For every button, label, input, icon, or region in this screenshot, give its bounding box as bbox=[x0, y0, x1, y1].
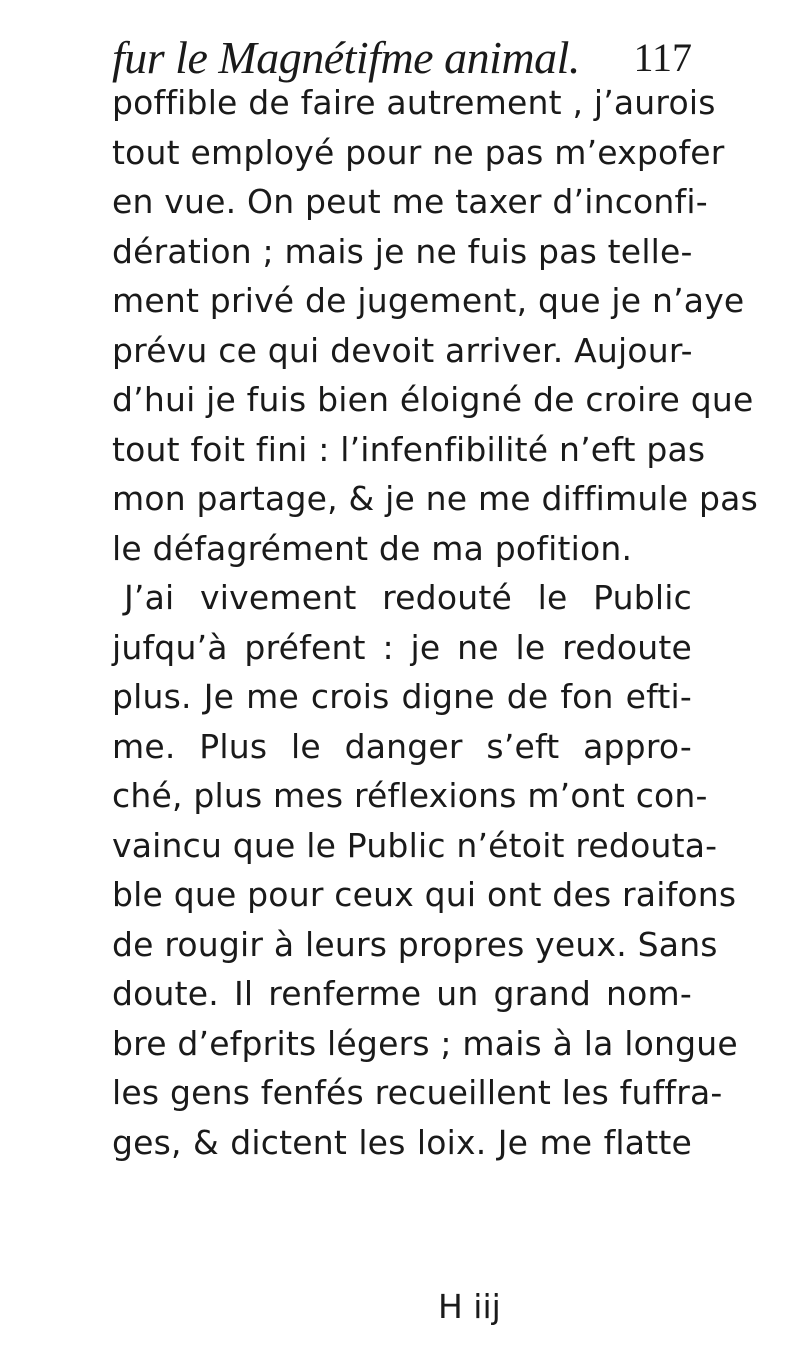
text-line: ché, plus mes réflexions m’ont con- bbox=[112, 776, 708, 815]
text-line: doute. Il renferme un grand nom- bbox=[112, 974, 692, 1013]
text-line: d’hui je fuis bien éloigné de croire que bbox=[112, 380, 754, 419]
text-line: plus. Je me crois digne de fon efti- bbox=[112, 677, 692, 716]
page-number: 117 bbox=[633, 35, 692, 80]
text-line: les gens fenfés recueillent les fuffra- bbox=[112, 1073, 723, 1112]
text-line: ges, & dictent les loix. Je me flatte bbox=[112, 1122, 692, 1162]
body-text bbox=[112, 78, 759, 1167]
text-line: le défagrément de ma pofition. bbox=[112, 528, 633, 568]
text-line: tout employé pour ne pas m’expofer bbox=[112, 132, 725, 172]
text-line: me. Plus le danger s’eft appro- bbox=[112, 726, 692, 766]
text-line: J’ai vivement redouté le Public bbox=[124, 578, 692, 617]
text-line: bre d’efprits légers ; mais à la longue bbox=[112, 1023, 738, 1063]
text-line: vaincu que le Public n’étoit redouta- bbox=[112, 825, 718, 865]
text-line: ble que pour ceux qui ont des raifons bbox=[112, 875, 737, 914]
text-line: jufqu’à préfent : je ne le redoute bbox=[112, 627, 692, 667]
text-line: mon partage, & je ne me diffimule pas bbox=[112, 479, 759, 518]
text-line: en vue. On peut me taxer d’inconfi- bbox=[112, 182, 708, 221]
text-line: dération ; mais je ne fuis pas telle- bbox=[112, 231, 693, 271]
text-line: poffible de faire autrement , j’aurois bbox=[112, 83, 716, 122]
running-title: fur le Magnétifme animal. bbox=[112, 32, 580, 83]
text-line: ment privé de jugement, que je n’aye bbox=[112, 281, 745, 320]
signature-mark: H iij bbox=[438, 1287, 501, 1326]
text-line: tout foit fini : l’infenfibilité n’eft pas bbox=[112, 429, 706, 469]
text-line: de rougir à leurs propres yeux. Sans bbox=[112, 924, 718, 964]
text-line: prévu ce qui devoit arriver. Aujour- bbox=[112, 330, 693, 370]
